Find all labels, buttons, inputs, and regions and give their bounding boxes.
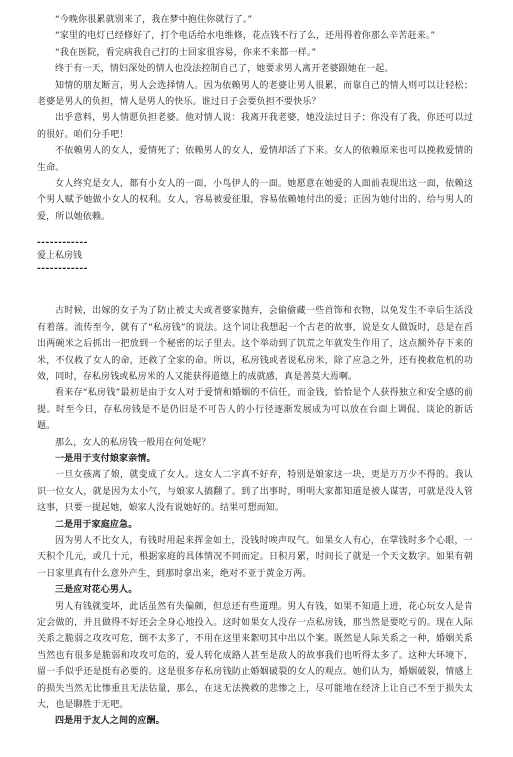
section-one	[37, 12, 473, 225]
body-paragraph: “今晚你很累就别来了，我在梦中抱住你就行了。”	[55, 15, 253, 25]
subheading: 一是用于支付娘家亲情。	[55, 453, 156, 464]
body-paragraph: 一旦女孩离了娘，就变成了女人。这女人二字真不好弃，特别是娘家这一块，更是万万少不得的。我认识一位女人，就是因为太小气，与娘家人搞翻了。到了出事时，明明大家都知道是被人谋害，可就是没人管这事，只要一提起她，娘家人没有说她好的。结果可想而知。	[37, 470, 473, 514]
section-two	[37, 303, 473, 730]
subheading: 四是用于友人之间的应酬。	[55, 716, 165, 727]
body-paragraph: 知情的朋友断言，男人会选择情人。因为依赖男人的老婆让男人很累，而靠自己的情人则可以让轻松；老婆是男人的负担，情人是男人的快乐。谁过日子会要负担不要快乐？	[37, 80, 473, 108]
body-paragraph: 女人终究是女人，都有小女人的一面，小鸟伊人的一面。她愿意在她爱的人面前表现出这一面，依赖这个男人赋予她做小女人的权利。女人，容易被爱征服，容易依赖她付出的爱；正因为她付出的、给与男人的爱，所以她依赖。	[37, 179, 473, 222]
body-paragraph: 因为男人不比女人，有钱时用起来挥金如土，没钱时唉声叹气。如果女人有心，在掌钱时多个心眼，一天积个几元，或几十元，根据家庭的具体情况不同而定。日积月累，时间长了就是一个天文数字。如果有朝一日家里真有什么意外产生，到那时拿出来，绝对不亚于黄金万两。	[37, 535, 473, 579]
body-paragraph: 那么，女人的私房钱一般用在何处呢？	[55, 437, 211, 448]
body-paragraph: 男人有钱就变坏，此话虽然有失偏颇，但总还有些道理。男人有钱，如果不知道上进，花心玩女人是肯定会做的，并且做得不好还会全身心地投入。这时如果女人没存一点私房钱，那当然是要吃亏的。现在人际关系之脆弱之攻攻可危，倒不太多了，不用在这里来絮叨其中出以个案。既然是人际关系之一种，婚姻关系当然也有很多是脆弱和攻攻可危的，爱人转化成路人甚至是敌人的故事我们也听得太多了。这种大环境下，留一手似乎还是挺有必要的。这是很多存私房钱防止婚姻破裂的女人的观点。她们认为，婚姻破裂，情感上的损失当然无比惨重且无法估量，那么，在这无法挽救的悲惨之上，尽可能地在经济上让自己不至于损失太大，也是聊胜于无吧。	[37, 601, 473, 711]
section-title: 爱上私房钱	[37, 251, 83, 262]
body-paragraph: 看来存“私房钱”最初是由于女人对于爱情和婚姻的不信任，而金钱，恰恰是个人获得独立和安全感的前提。时至今日，存私房钱是不是仍旧是不可告人的小行径逐渐发展成为可以放在台面上调侃、谈论的新话题。	[37, 388, 473, 432]
body-paragraph: 古时候，出嫁的女子为了防止被丈夫或者婆家抛弃，会偷偷藏一些首饰和衣物，以免发生不幸后生活没有着落。流传至今，就有了“私房钱”的说法。这个词让我想起一个古老的故事，说是女人做饭时，总是在舀出两碗米之后抓出一把放到一个秘密的坛子里去。这个举动到了饥荒之年就发生作用了，这点额外存下来的米，不仅救了女人的命，还救了全家的命。所以，私房钱或者说私房米，除了应急之外，还有挽救危机的功效，同时，存私房钱或私房米的人又能获得道德上的成就感，真是善莫大焉啊。	[37, 306, 473, 382]
separator-bottom: ------------	[37, 264, 88, 275]
subheading: 二是用于家庭应急。	[55, 519, 138, 530]
body-paragraph: 终于有一天，情妇深处的情人也没法控制自己了，她要求男人离开老婆跟她在一起。	[55, 64, 394, 75]
body-paragraph: 不依赖男人的女人，爱情死了；依赖男人的女人，爱情却活了下来。女人的依赖原来也可以挽救爱情的生命。	[37, 146, 473, 173]
subheading: 三是应对花心男人。	[55, 585, 138, 596]
separator-top: ------------	[37, 238, 88, 249]
body-paragraph: “家里的电灯已经修好了，打个电话给水电维修，花点钱不行了么，还用得着你那么辛苦赶来。”	[55, 31, 436, 42]
body-paragraph: “我在医院，看完病我自己打的士回家很容易，你来不来都一样。”	[55, 47, 317, 58]
body-paragraph: 出乎意料，男人情愿负担老婆。他对情人说：我离开我老婆，她没法过日子；你没有了我，你还可以过的很好。咱们分手吧！	[37, 113, 473, 140]
